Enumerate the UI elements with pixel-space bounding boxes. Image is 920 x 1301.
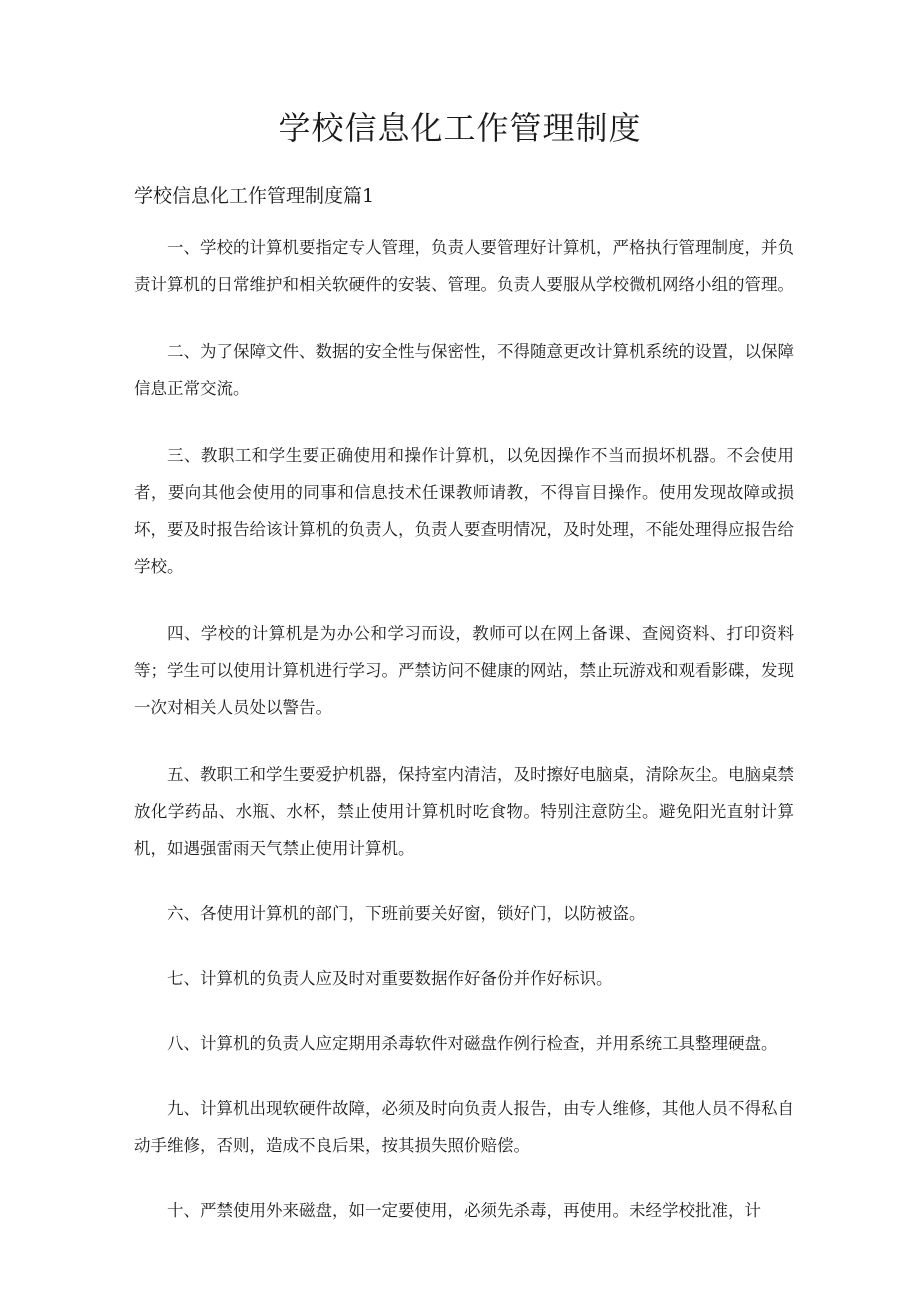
document-title: 学校信息化工作管理制度 — [278, 109, 642, 147]
paragraph-8: 八、计算机的负责人应定期用杀毒软件对磁盘作例行检查，并用系统工具整理硬盘。 — [167, 1034, 778, 1053]
document-subtitle: 学校信息化工作管理制度篇1 — [134, 185, 375, 207]
paragraph-3: 三、教职工和学生要正确使用和操作计算机，以免因操作不当而损坏机器。不会使用者，要向其他会使用的同事和信息技术任课教师请教，不得盲目操作。使用发现故障或损坏，要及时报告给该计算机的负责人，负责人要查明情况，及时处理，不能处理得应报告给学校。 — [134, 446, 794, 576]
paragraph-10: 十、严禁使用外来磁盘，如一定要使用，必须先杀毒，再使用。未经学校批准，计 — [167, 1201, 761, 1220]
paragraph-4: 四、学校的计算机是为办公和学习而设，教师可以在网上备课、查阅资料、打印资料等；学生可以使用计算机进行学习。严禁访问不健康的网站，禁止玩游戏和观看影碟，发现一次对相关人员处以警告。 — [134, 624, 794, 717]
paragraph-6: 六、各使用计算机的部门，下班前要关好窗，锁好门，以防被盗。 — [167, 904, 646, 923]
paragraph-1: 一、学校的计算机要指定专人管理，负责人要管理好计算机，严格执行管理制度，并负责计算机的日常维护和相关软硬件的安装、管理。负责人要服从学校微机网络小组的管理。 — [134, 238, 794, 294]
paragraph-9: 九、计算机出现软硬件故障，必须及时向负责人报告，由专人维修，其他人员不得私自动手维修，否则，造成不良后果，按其损失照价赔偿。 — [134, 1099, 794, 1155]
document-body — [134, 229, 794, 1229]
paragraph-2: 二、为了保障文件、数据的安全性与保密性，不得随意更改计算机系统的设置，以保障信息正常交流。 — [134, 342, 794, 398]
paragraph-5: 五、教职工和学生要爱护机器，保持室内清洁，及时擦好电脑桌，清除灰尘。电脑桌禁放化学药品、水瓶、水杯，禁止使用计算机时吃食物。特别注意防尘。避免阳光直射计算机，如遇强雷雨天气禁止使用计算机。 — [134, 765, 794, 858]
paragraph-7: 七、计算机的负责人应及时对重要数据作好备份并作好标识。 — [167, 969, 613, 988]
